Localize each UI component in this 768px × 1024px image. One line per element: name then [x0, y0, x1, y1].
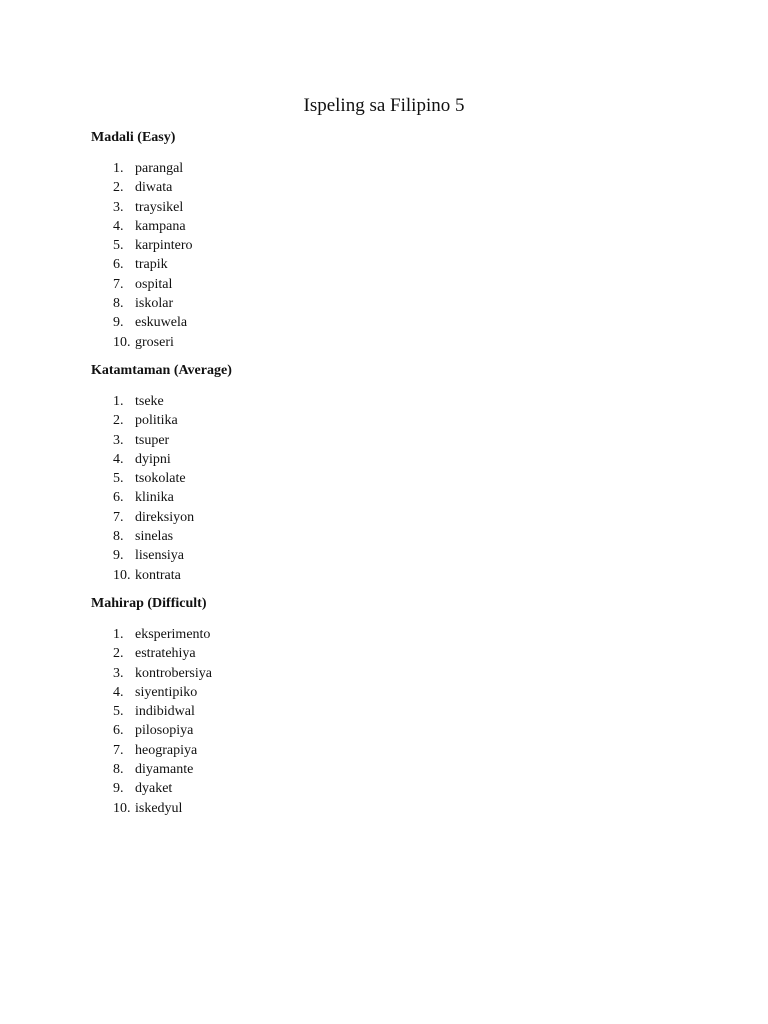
list-item-word: karpintero [135, 238, 193, 254]
list-item-number: 9. [113, 781, 124, 797]
list-item [91, 431, 691, 450]
list-item-number: 9. [113, 548, 124, 564]
list-item [91, 178, 691, 197]
list-item-word: kontrata [135, 567, 181, 583]
list-item [91, 275, 691, 294]
list-item-number: 6. [113, 257, 124, 273]
list-item-number: 5. [113, 704, 124, 720]
list-item [91, 625, 691, 644]
list-item-number: 1. [113, 394, 124, 409]
list-item-number: 4. [113, 218, 124, 234]
list-item [91, 799, 691, 818]
list-item-word: heograpiya [135, 742, 198, 758]
list-item [91, 760, 691, 779]
list-item-number: 8. [113, 529, 124, 545]
list-item-number: 5. [113, 471, 124, 487]
list-item-word: trapik [135, 257, 168, 273]
list-item [91, 779, 691, 798]
list-item-word: sinelas [135, 529, 174, 545]
list-item [91, 644, 691, 663]
list-item-number: 2. [113, 646, 124, 662]
list-item-word: indibidwal [135, 704, 195, 720]
section-easy [91, 129, 691, 352]
list-item-number: 10. [113, 567, 131, 583]
list-item-word: kontrobersiya [135, 665, 212, 681]
list-item [91, 313, 691, 332]
list-item [91, 333, 691, 352]
list-item [91, 527, 691, 546]
list-item-word: klinika [135, 490, 174, 506]
section-heading-easy: Madali (Easy) [91, 130, 176, 145]
list-item-number: 10. [113, 800, 131, 816]
list-item-number: 7. [113, 276, 124, 292]
list-item [91, 294, 691, 313]
section-difficult [91, 595, 691, 818]
list-item-word: ospital [135, 276, 173, 292]
list-item-number: 5. [113, 238, 124, 254]
list-item-number: 3. [113, 432, 124, 448]
list-item-word: tseke [135, 394, 164, 409]
list-item-number: 9. [113, 315, 124, 331]
list-item [91, 159, 691, 178]
list-item-word: direksiyon [135, 509, 195, 525]
list-item [91, 508, 691, 527]
list-item-word: politika [135, 413, 178, 429]
list-item-word: groseri [135, 334, 174, 350]
list-item-word: pilosopiya [135, 723, 194, 739]
list-item-number: 4. [113, 684, 124, 700]
list-item [91, 566, 691, 585]
list-item [91, 450, 691, 469]
list-item-word: eksperimento [135, 627, 211, 642]
list-item-word: traysikel [135, 199, 184, 215]
list-item [91, 702, 691, 721]
list-item [91, 546, 691, 565]
list-item-word: iskedyul [135, 800, 183, 816]
list-item-number: 3. [113, 665, 124, 681]
list-item-word: estratehiya [135, 646, 196, 662]
list-item-number: 6. [113, 490, 124, 506]
list-item [91, 392, 691, 411]
list-item-word: tsuper [135, 432, 170, 448]
list-item [91, 721, 691, 740]
list-item-word: tsokolate [135, 471, 186, 487]
list-item-word: lisensiya [135, 548, 184, 564]
section-heading-average: Katamtaman (Average) [91, 363, 232, 378]
list-item [91, 488, 691, 507]
list-item-word: siyentipiko [135, 684, 198, 700]
list-item-word: diyamante [135, 762, 194, 778]
list-item-word: dyipni [135, 451, 171, 467]
list-item [91, 217, 691, 236]
list-item-number: 7. [113, 509, 124, 525]
list-item-number: 3. [113, 199, 124, 215]
list-item-number: 2. [113, 180, 124, 196]
list-item-word: diwata [135, 180, 173, 196]
list-item-number: 8. [113, 296, 124, 312]
word-list-average [91, 392, 691, 585]
list-item-word: eskuwela [135, 315, 188, 331]
list-item-number: 2. [113, 413, 124, 429]
list-item [91, 664, 691, 683]
section-average [91, 362, 691, 585]
section-heading-difficult: Mahirap (Difficult) [91, 596, 207, 611]
list-item-number: 1. [113, 161, 124, 176]
list-item [91, 198, 691, 217]
document-title: Ispeling sa Filipino 5 [303, 95, 465, 116]
list-item [91, 255, 691, 274]
word-list-difficult [91, 625, 691, 818]
list-item-word: dyaket [135, 781, 173, 797]
list-item-number: 6. [113, 723, 124, 739]
list-item [91, 683, 691, 702]
list-item [91, 236, 691, 255]
list-item [91, 469, 691, 488]
list-item-number: 4. [113, 451, 124, 467]
list-item-number: 10. [113, 334, 131, 350]
list-item-number: 8. [113, 762, 124, 778]
list-item-word: parangal [135, 161, 184, 176]
list-item-word: kampana [135, 218, 186, 234]
list-item-number: 1. [113, 627, 124, 642]
list-item-number: 7. [113, 742, 124, 758]
word-list-easy [91, 159, 691, 352]
list-item [91, 741, 691, 760]
list-item-word: iskolar [135, 296, 174, 312]
list-item [91, 411, 691, 430]
